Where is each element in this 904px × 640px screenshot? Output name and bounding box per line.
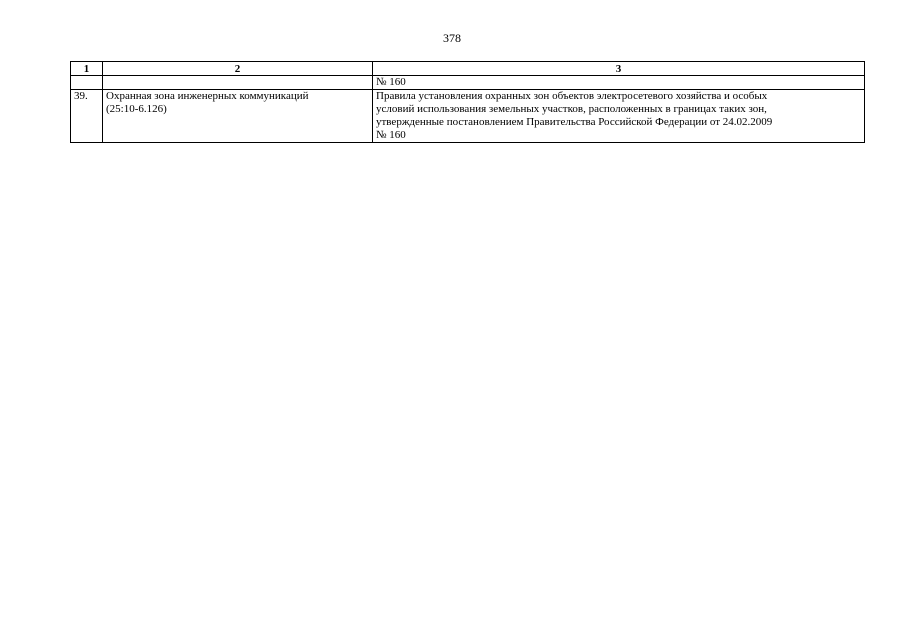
document-table <box>70 61 865 143</box>
row-number-cell: 39. <box>71 90 103 143</box>
column-header-1: 1 <box>71 62 103 76</box>
legal-document-cell: Правила установления охранных зон объектов электросетевого хозяйства и особых условий использования земельных участков, расположенных в границах таких зон, утвержденные постановлением Правительства Российской Федерации от 24.02.2009 № 160 <box>373 90 865 143</box>
table-row <box>71 90 865 143</box>
table-row <box>71 76 865 90</box>
column-header-3: 3 <box>373 62 865 76</box>
legal-document-cell: № 160 <box>373 76 865 90</box>
page-number: 378 <box>443 31 461 45</box>
zone-name-cell: Охранная зона инженерных коммуникаций (25:10-6.126) <box>103 90 373 143</box>
column-header-2: 2 <box>103 62 373 76</box>
zone-name-cell <box>103 76 373 90</box>
row-number-cell <box>71 76 103 90</box>
table-header-row <box>71 62 865 76</box>
